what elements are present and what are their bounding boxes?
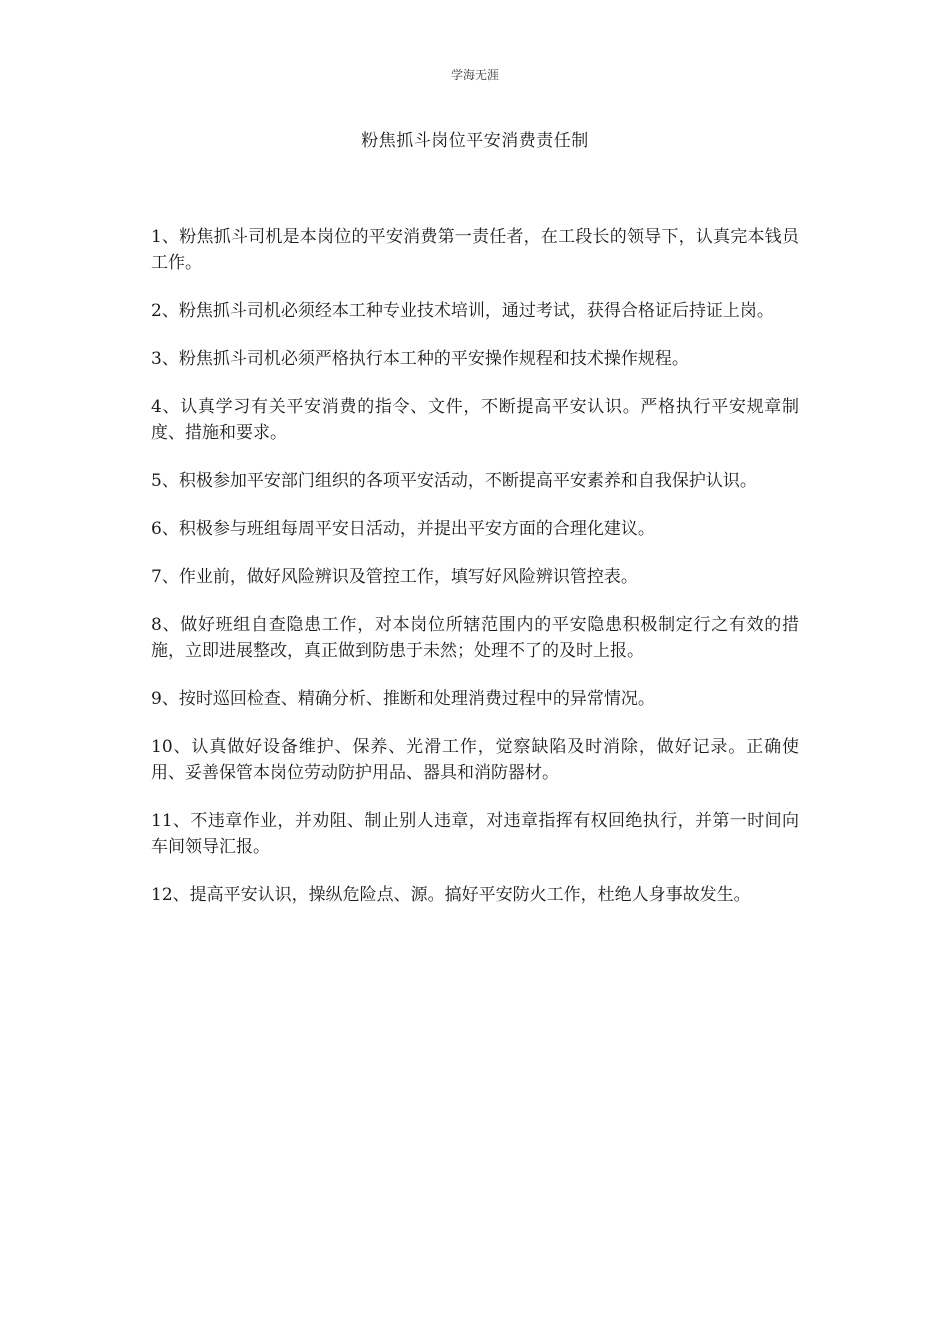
list-item: 12、提高平安认识，操纵危险点、源。搞好平安防火工作，杜绝人身事故发生。 xyxy=(151,885,751,905)
list-item: 3、粉焦抓斗司机必须严格执行本工种的平安操作规程和技术操作规程。 xyxy=(151,349,689,369)
list-item: 1、粉焦抓斗司机是本岗位的平安消费第一责任者，在工段长的领导下，认真完本钱员工作。 xyxy=(151,227,799,273)
list-item: 7、作业前，做好风险辨识及管控工作，填写好风险辨识管控表。 xyxy=(151,567,638,587)
list-item: 5、积极参加平安部门组织的各项平安活动，不断提高平安素养和自我保护认识。 xyxy=(151,471,757,491)
document-title: 粉焦抓斗岗位平安消费责任制 xyxy=(361,131,589,151)
list-item: 4、认真学习有关平安消费的指令、文件，不断提高平安认识。严格执行平安规章制度、措施和要求。 xyxy=(151,397,799,443)
list-item: 8、做好班组自查隐患工作，对本岗位所辖范围内的平安隐患积极制定行之有效的措施，立即进展整改，真正做到防患于未然；处理不了的及时上报。 xyxy=(151,615,799,661)
list-item: 6、积极参与班组每周平安日活动，并提出平安方面的合理化建议。 xyxy=(151,519,655,539)
list-item: 10、认真做好设备维护、保养、光滑工作，觉察缺陷及时消除，做好记录。正确使用、妥善保管本岗位劳动防护用品、器具和消防器材。 xyxy=(151,737,799,783)
document-body xyxy=(151,224,799,930)
header-note: 学海无涯 xyxy=(450,68,499,82)
list-item: 9、按时巡回检查、精确分析、推断和处理消费过程中的异常情况。 xyxy=(151,689,655,709)
list-item: 2、粉焦抓斗司机必须经本工种专业技术培训，通过考试，获得合格证后持证上岗。 xyxy=(151,301,774,321)
list-item: 11、不违章作业，并劝阻、制止别人违章，对违章指挥有权回绝执行，并第一时间向车间领导汇报。 xyxy=(151,811,799,857)
